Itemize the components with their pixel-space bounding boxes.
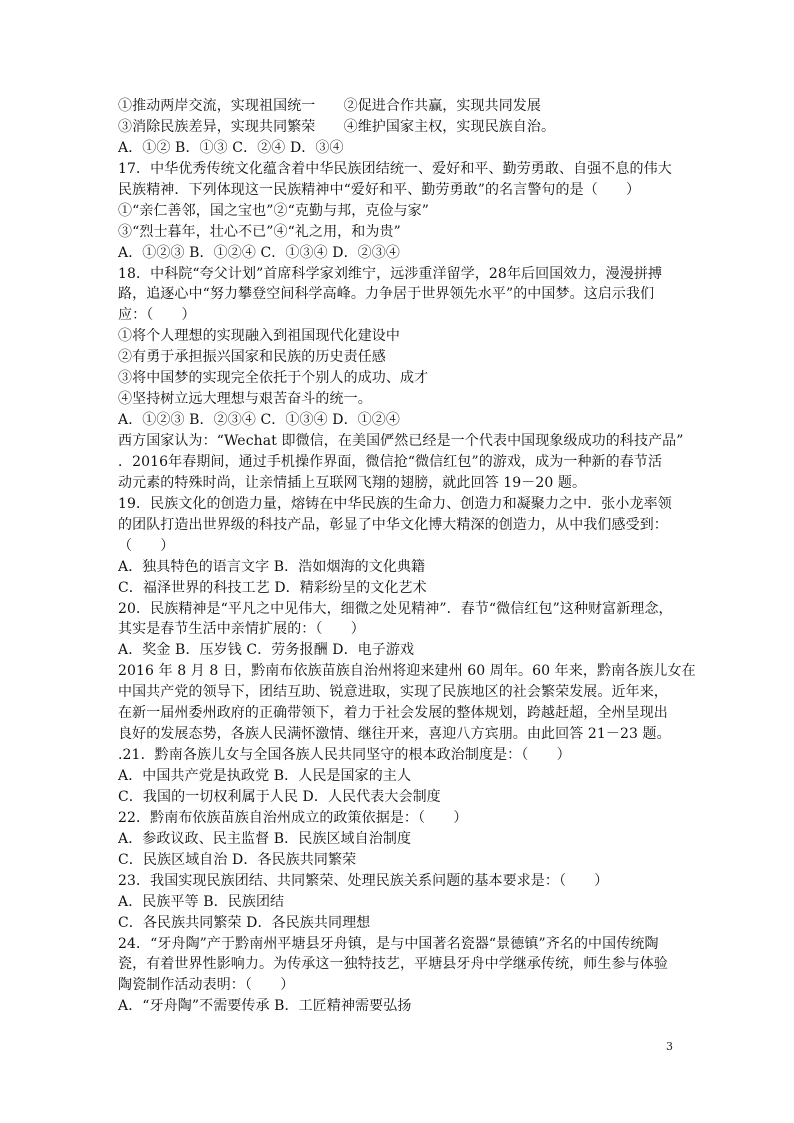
text-line: 民族精神．下列体现这一民族精神中“爱好和平、勤劳勇敢”的名言警句的是（ ）	[118, 181, 641, 198]
text-line: C．各民族共同繁荣 D．各民族共同理想	[118, 914, 371, 931]
text-line: A．民族平等 B．民族团结	[118, 893, 285, 910]
text-line: A．奖金 B．压岁钱 C．劳务报酬 D．电子游戏	[118, 642, 415, 659]
text-line: ③消除民族差异，实现共同繁荣 ④维护国家主权，实现民族自治。	[118, 118, 556, 135]
text-line: A．①②③ B．①②④ C．①③④ D．②③④	[118, 244, 400, 261]
text-line: ③“烈士暮年，壮心不已”④“礼之用，和为贵”	[118, 223, 401, 240]
text-line: ．2016年春期间，通过手机操作界面，微信抢“微信红包”的游戏，成为一种新的春节活	[118, 453, 663, 470]
text-line: 瓷，有着世界性影响力。为传承这一独特技艺，平塘县牙舟中学继承传统，师生参与体验	[118, 956, 668, 973]
text-line: A．“牙舟陶”不需要传承 B．工匠精神需要弘扬	[118, 998, 412, 1015]
text-line: ②有勇于承担振兴国家和民族的历史责任感	[118, 349, 386, 366]
page-content	[118, 96, 696, 1017]
text-line: A．独具特色的语言文字 B．浩如烟海的文化典籍	[118, 558, 426, 575]
page-number: 3	[666, 1040, 673, 1053]
text-line: 西方国家认为：“Wechat 即微信，在美国俨然已经是一个代表中国现象级成功的科技产品”	[118, 433, 684, 449]
text-line: ③将中国梦的实现完全依托于个别人的成功、成才	[118, 370, 429, 387]
text-line: 18．中科院“夸父计划”首席科学家刘维宁，远涉重洋留学，28年后回国效力，漫漫拼搏	[118, 265, 663, 282]
text-line: ①将个人理想的实现融入到祖国现代化建设中	[118, 328, 400, 345]
text-line: 陶瓷制作活动表明：（ ）	[118, 977, 295, 994]
text-line: 在新一届州委州政府的正确带领下，着力于社会发展的整体规划，跨越赶超，全州呈现出	[118, 705, 668, 722]
text-line: 19．民族文化的创造力量，熔铸在中华民族的生命力、创造力和凝聚力之中．张小龙率领	[118, 495, 672, 512]
text-line: A．①②③ B．②③④ C．①③④ D．①②④	[118, 412, 400, 429]
text-line: 路，追逐心中“努力攀登空间科学高峰。力争居于世界领先水平”的中国梦。这启示我们	[118, 286, 655, 303]
text-line: 20．民族精神是“平凡之中见伟大，细微之处见精神”．春节“微信红包”这种财富新理念，	[118, 600, 673, 617]
text-line: 2016 年 8 月 8 日，黔南布依族苗族自治州将迎来建州 60 周年。60 年来，黔南各族儿女在	[118, 663, 696, 680]
text-line: ④坚持树立远大理想与艰苦奋斗的统一。	[118, 391, 372, 408]
text-line: A．中国共产党是执政党 B．人民是国家的主人	[118, 768, 412, 784]
text-line: C．民族区域自治 D．各民族共同繁荣	[118, 851, 357, 868]
text-line: 的团队打造出世界级的科技产品，彰显了中华文化博大精深的创造力，从中我们感受到：	[118, 516, 668, 533]
text-line: ①推动两岸交流，实现祖国统一 ②促进合作共赢，实现共同发展	[118, 98, 541, 114]
text-line: C．我国的一切权利属于人民 D．人民代表大会制度	[118, 788, 441, 805]
text-line: 23．我国实现民族团结、共同繁荣、处理民族关系问题的基本要求是：（ ）	[118, 872, 609, 889]
text-line: C．福泽世界的科技工艺 D．精彩纷呈的文化艺术	[118, 579, 427, 596]
text-line: 良好的发展态势，各族人民满怀激情、继往开来，喜迎八方宾朋。由此回答 21－23 题。	[118, 726, 671, 743]
text-line: 17．中华优秀传统文化蕴含着中华民族团结统一、爱好和平、勤劳勇敢、自强不息的伟大	[118, 160, 672, 177]
text-line: 应：（ ）	[118, 307, 196, 324]
text-line: 中国共产党的领导下，团结互助、锐意进取，实现了民族地区的社会繁荣发展。近年来，	[118, 684, 668, 701]
text-line: A．参政议政、民主监督 B．民族区域自治制度	[118, 830, 412, 847]
text-line: （ ）	[118, 537, 175, 554]
text-line: 其实是春节生活中亲情扩展的：（ ）	[118, 621, 365, 638]
text-line: .21．黔南各族儿女与全国各族人民共同坚守的根本政治制度是：（ ）	[118, 747, 571, 764]
text-line: 22．黔南布依族苗族自治州成立的政策依据是：（ ）	[118, 809, 468, 826]
text-line: A．①② B．①③ C．②④ D．③④	[118, 139, 344, 156]
text-line: ①“亲仁善邻，国之宝也”②“克勤与邦，克俭与家”	[118, 202, 430, 219]
text-line: 24．“牙舟陶”产于黔南州平塘县牙舟镇，是与中国著名瓷器“景德镇”齐名的中国传统陶	[118, 935, 659, 952]
text-line: 动元素的特殊时尚，让亲情插上互联网飞翔的翅膀，就此回答 19－20 题。	[118, 474, 587, 491]
